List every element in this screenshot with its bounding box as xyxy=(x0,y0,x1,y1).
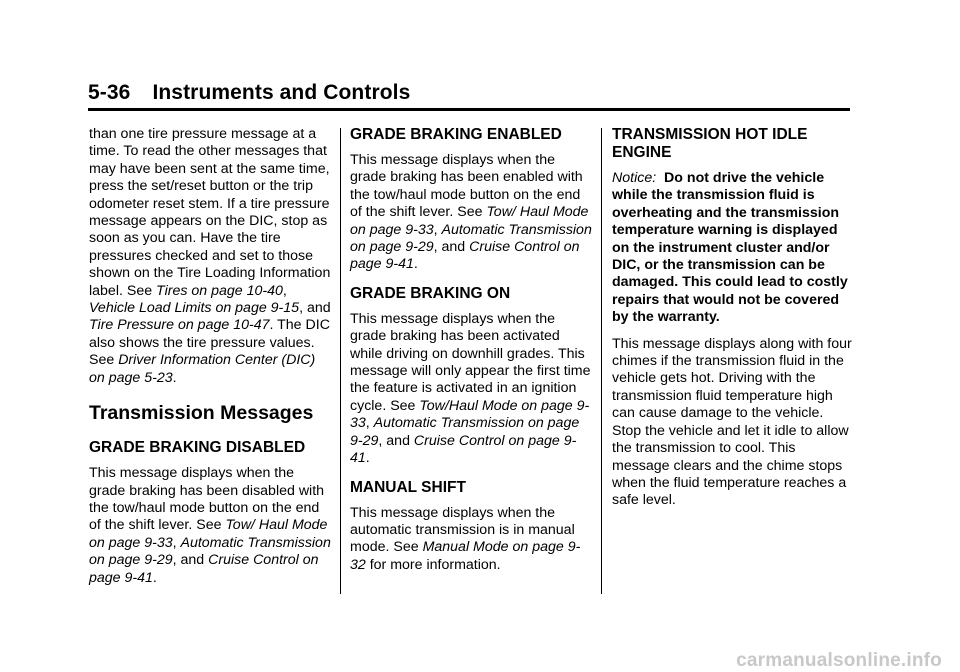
column-divider xyxy=(601,128,602,594)
cross-reference[interactable]: Manual Mode on page 9-32 xyxy=(350,539,581,573)
grade-braking-on-heading: GRADE BRAKING ON xyxy=(350,284,511,302)
grade-braking-enabled-heading: GRADE BRAKING ENABLED xyxy=(350,126,562,143)
column-divider xyxy=(340,128,341,594)
cross-reference[interactable]: Tow/ Haul Mode on page 9-33 xyxy=(89,517,328,551)
section-heading: Transmission Messages xyxy=(89,402,314,425)
transmission-hot-idle-heading: TRANSMISSION HOT IDLE ENGINE xyxy=(612,126,808,161)
cross-reference[interactable]: Tires on page 10-40 xyxy=(156,282,283,299)
grade-braking-enabled-paragraph: This message displays when the grade braking has been enabled with the tow/haul mode button on the end of the shift lever. See Tow/ Haul Mode on page 9-33, Automatic Transmission on page 9-29, and Cruise Control on page 9-41. xyxy=(350,152,592,273)
manual-shift-paragraph: This message displays when the automatic transmission is in manual mode. See Manual Mode on page 9-32 for more information. xyxy=(350,504,581,573)
notice-label: Notice: xyxy=(612,170,657,186)
column-1 xyxy=(89,126,331,596)
column-2 xyxy=(350,126,592,583)
cross-reference[interactable]: Cruise Control on page 9-41 xyxy=(89,552,319,586)
cross-reference[interactable]: Tire Pressure on page 10-47 xyxy=(89,317,270,334)
cross-reference[interactable]: Automatic Transmission on page 9-29 xyxy=(89,534,331,569)
cross-reference[interactable]: Tow/ Haul Mode on page 9-33 xyxy=(350,204,589,238)
cross-reference[interactable]: Vehicle Load Limits on page 9-15 xyxy=(89,300,300,317)
section-title: Instruments and Controls xyxy=(152,81,411,104)
transmission-hot-idle-paragraph: This message displays along with four chimes if the transmission fluid in the vehicle gets hot. Driving with the transmission fluid temperature high can cause damage to the vehicle. Stop the vehicle and let it idle to allow the transmission to cool. This message clears and the chime stops when the fluid temperature reaches a safe level. xyxy=(612,335,852,509)
cross-reference[interactable]: Driver Information Center (DIC) on page 5-23 xyxy=(89,352,316,386)
grade-braking-on-paragraph: This message displays when the grade braking has been activated while driving on downhill grades. This message will only appear the first time the feature is activated in an ignition cycle. See Tow/Haul Mode on page 9-33, Automatic Transmission on page 9-29, and Cruise Control on page 9-41. xyxy=(350,310,591,467)
cross-reference[interactable]: Tow/Haul Mode on page 9-33 xyxy=(350,397,590,432)
grade-braking-disabled-paragraph: This message displays when the grade braking has been disabled with the tow/haul mode button on the end of the shift lever. See Tow/ Haul Mode on page 9-33, Automatic Transmission on page 9-29, and Cruise Control on page 9-41. xyxy=(89,465,331,586)
cross-reference[interactable]: Automatic Transmission on page 9-29 xyxy=(350,221,592,256)
notice-paragraph: Notice: Do not drive the vehicle while the transmission fluid is overheating and the transmission temperature warning is displayed on the instrument cluster and/or DIC, or the transmission can be damaged. This could lead to costly repairs that would not be covered by the warranty. xyxy=(612,170,848,326)
cross-reference[interactable]: Cruise Control on page 9-41 xyxy=(350,239,580,273)
tire-pressure-paragraph: than one tire pressure message at a time. To read the other messages that may have been sent at the same time, press the set/reset button or the trip odometer reset stem. If a tire pressure message appears on the DIC, stop as soon as you can. Have the tire pressures checked and set to those shown on the Tire Loading Information label. See Tires on page 10-40, Vehicle Load Limits on page 9-15, and Tire Pressure on page 10-47. The DIC also shows the tire pressure values. See Driver Information Center (DIC) on page 5-23. xyxy=(89,126,331,386)
manual-shift-heading: MANUAL SHIFT xyxy=(350,478,466,496)
page-header xyxy=(88,81,410,105)
page-number: 5-36 xyxy=(88,81,131,104)
cross-reference[interactable]: Cruise Control on page 9-41 xyxy=(350,432,577,467)
header-rule xyxy=(88,108,850,111)
cross-reference[interactable]: Automatic Transmission on page 9-29 xyxy=(350,415,580,449)
column-3 xyxy=(612,126,854,519)
grade-braking-disabled-heading: GRADE BRAKING DISABLED xyxy=(89,439,306,457)
watermark: carmanualsonline.info xyxy=(736,650,942,671)
